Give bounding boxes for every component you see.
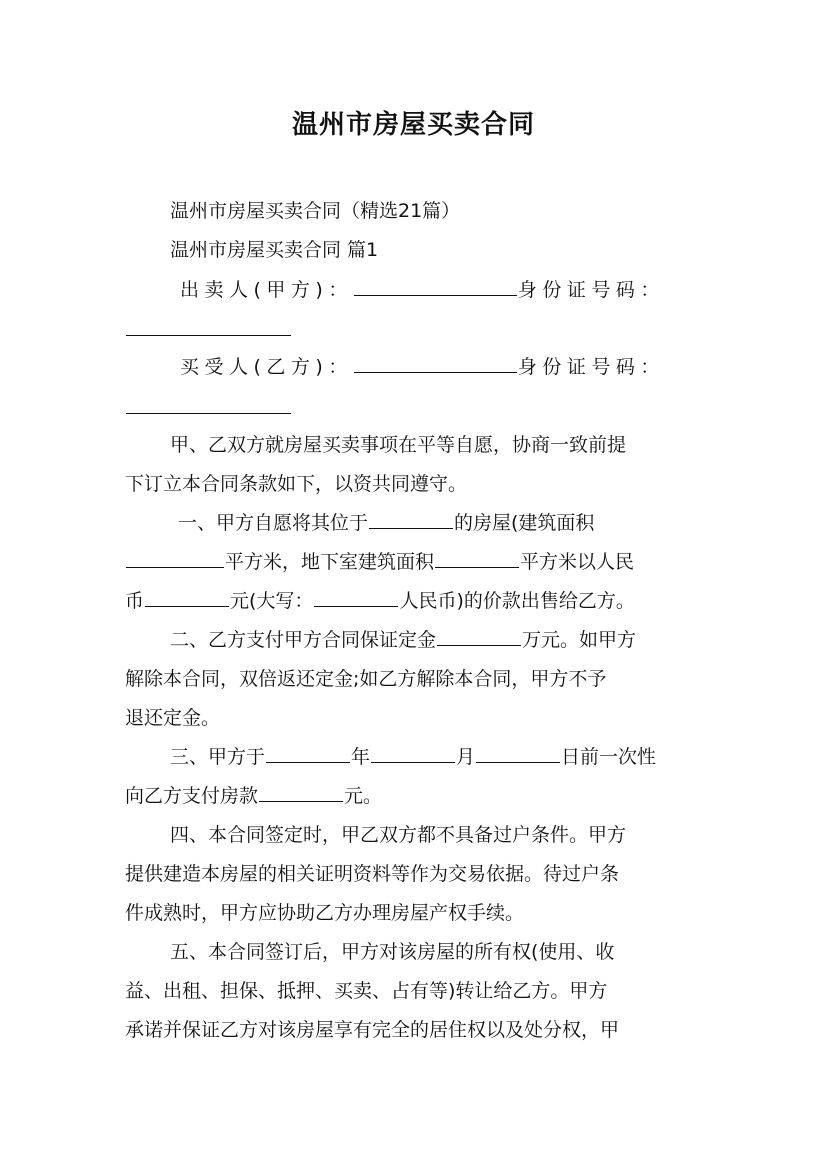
clause-3-line-1: [170, 745, 656, 769]
clause-4-line-2: 提供建造本房屋的相关证明资料等作为交易依据。待过户条: [125, 863, 620, 885]
location-blank: [369, 511, 453, 529]
basement-area-blank: [435, 550, 519, 568]
clause-3-text: 元。: [344, 785, 383, 807]
price-words-blank: [314, 589, 398, 607]
price-blank: [145, 589, 229, 607]
deposit-blank: [437, 628, 521, 646]
clause-1-text: 一、甲方自愿将其位于: [178, 512, 369, 534]
clause-3-text: 日前一次性: [561, 746, 657, 768]
clause-2-text: 万元。如甲方: [522, 629, 637, 651]
subtitle: 温州市房屋买卖合同（精选21篇）: [170, 200, 461, 222]
clause-1-line-2: [125, 550, 634, 574]
clause-1-text: 元(大写：: [230, 590, 314, 612]
document-title: 温州市房屋买卖合同: [291, 110, 535, 140]
buyer-row: [180, 355, 665, 379]
clause-3-text: 月: [456, 746, 476, 768]
clause-4-line-1: 四、本合同签定时，甲乙双方都不具备过户条件。甲方: [170, 824, 627, 846]
seller-id-blank: [126, 318, 291, 336]
year-blank: [266, 745, 350, 763]
seller-name-blank: [354, 278, 517, 296]
intro-line-1: 甲、乙双方就房屋买卖事项在平等自愿，协商一致前提: [170, 434, 627, 456]
clause-1-text: 平方米，地下室建筑面积: [225, 551, 435, 573]
seller-id-label: 身份证号码：: [517, 279, 665, 301]
clause-3-text: 向乙方支付房款: [125, 785, 259, 807]
clause-5-line-3: 承诺并保证乙方对该房屋享有完全的居住权以及处分权，甲: [125, 1019, 620, 1041]
clause-1-text: 平方米以人民: [520, 551, 635, 573]
clause-2-line-3: 退还定金。: [125, 707, 221, 729]
section-heading: 温州市房屋买卖合同 篇1: [170, 239, 379, 261]
seller-label: 出卖人(甲方)：: [180, 279, 353, 301]
clause-2-line-2: 解除本合同，双倍返还定金;如乙方解除本合同，甲方不予: [125, 668, 607, 690]
day-blank: [476, 745, 560, 763]
clause-1-line-3: [125, 589, 635, 613]
buyer-id-label: 身份证号码：: [517, 356, 665, 378]
seller-row: [180, 278, 665, 302]
clause-3-text: 三、甲方于: [170, 746, 266, 768]
clause-2-line-1: [170, 628, 636, 652]
clause-1-line-1: [178, 511, 594, 535]
clause-1-text: 币: [125, 590, 145, 612]
clause-3-line-2: [125, 784, 382, 808]
clause-2-text: 二、乙方支付甲方合同保证定金: [170, 629, 437, 651]
intro-line-2: 下订立本合同条款如下，以资共同遵守。: [125, 473, 468, 495]
area-blank: [126, 550, 224, 568]
clause-3-text: 年: [351, 746, 371, 768]
clause-1-text: 人民币)的价款出售给乙方。: [399, 590, 635, 612]
payment-blank: [259, 784, 343, 802]
clause-5-line-1: 五、本合同签订后，甲方对该房屋的所有权(使用、收: [170, 941, 615, 963]
buyer-id-blank: [126, 396, 291, 414]
clause-5-line-2: 益、出租、担保、抵押、买卖、占有等)转让给乙方。甲方: [125, 980, 608, 1002]
clause-4-line-3: 件成熟时，甲方应协助乙方办理房屋产权手续。: [125, 902, 525, 924]
buyer-name-blank: [354, 355, 517, 373]
month-blank: [371, 745, 455, 763]
clause-1-text: 的房屋(建筑面积: [454, 512, 595, 534]
buyer-label: 买受人(乙方)：: [180, 356, 353, 378]
